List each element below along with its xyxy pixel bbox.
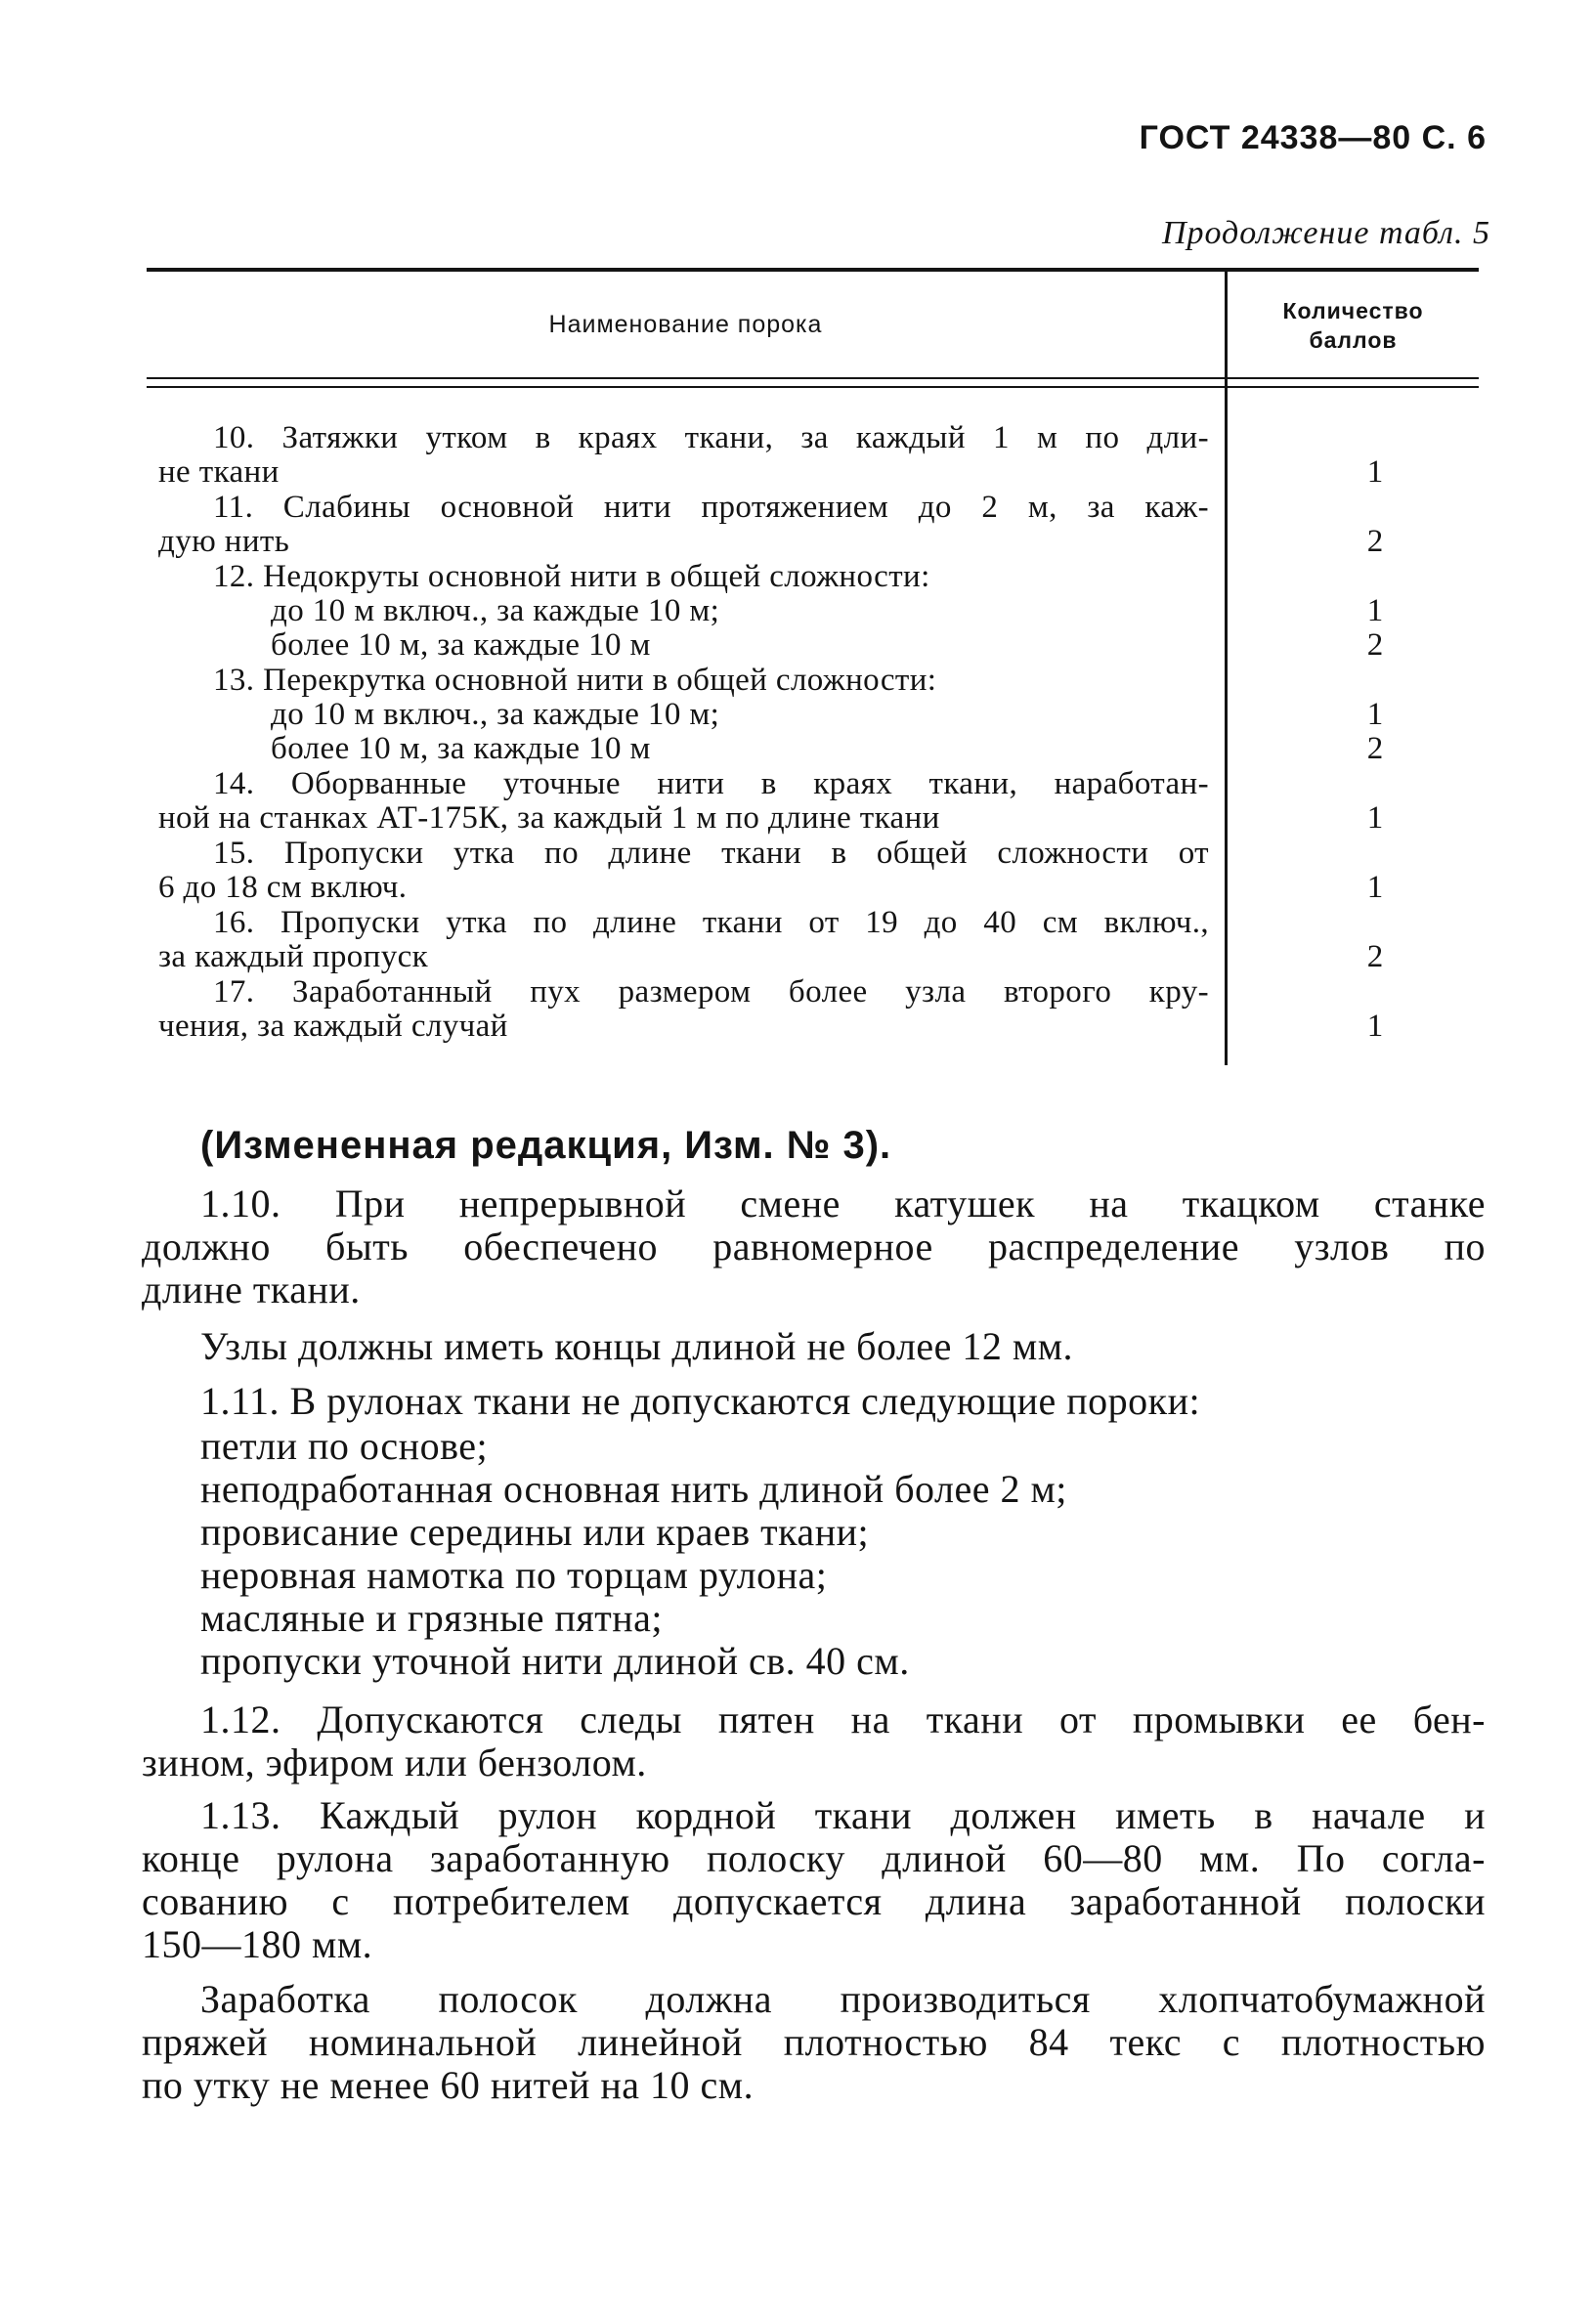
paragraph-line: сованию с потребителем допускается длина заработанной полоски <box>142 1879 1486 1923</box>
paragraph-line: зином, эфиром или бензолом. <box>142 1741 647 1784</box>
defect-line: дую нить <box>158 524 290 559</box>
paragraph-line: 1.11. В рулонах ткани не допускаются следующие пороки: <box>200 1379 1201 1423</box>
defect-score: 1 <box>1366 870 1384 905</box>
paragraph-line: Заработка полосок должна производиться хлопчатобумажной <box>200 1977 1486 2021</box>
defect-score: 1 <box>1366 1009 1384 1044</box>
defect-line: 16. Пропуски утка по длине ткани от 19 до 40 см включ., <box>213 905 1209 940</box>
paragraph-line: 1.12. Допускаются следы пятен на ткани от промывки ее бен- <box>200 1698 1486 1741</box>
list-item: неподработанная основная нить длиной более 2 м; <box>200 1467 1067 1511</box>
defect-line: до 10 м включ., за каждые 10 м; <box>271 593 720 628</box>
defect-description <box>158 421 1209 490</box>
defect-score: 1 <box>1366 697 1384 732</box>
defect-description <box>158 560 1209 663</box>
column-header-points-line2: баллов <box>1309 327 1398 353</box>
list-item: масляные и грязные пятна; <box>200 1596 664 1640</box>
defect-line: 11. Слабины основной нити протяжением до 2 м, за каж- <box>213 490 1209 525</box>
defect-line: более 10 м, за каждые 10 м <box>271 731 651 766</box>
paragraph-1-11 <box>142 1380 1486 1423</box>
paragraph-1-13 <box>142 1794 1486 1966</box>
defect-score: 2 <box>1366 939 1384 974</box>
defect-line: чения, за каждый случай <box>158 1009 508 1044</box>
defect-description <box>158 975 1209 1044</box>
defect-line: 15. Пропуски утка по длине ткани в общей сложности от <box>213 836 1209 871</box>
defect-description <box>158 491 1209 559</box>
table-top-rule <box>147 268 1479 272</box>
paragraph-1-10 <box>142 1182 1486 1311</box>
paragraph-line: длине ткани. <box>142 1268 361 1311</box>
table-header-rule-1 <box>147 377 1479 379</box>
defect-score: 1 <box>1366 454 1384 490</box>
paragraph-line: 150—180 мм. <box>142 1922 373 1966</box>
amendment-note: (Измененная редакция, Изм. № 3). <box>200 1124 892 1167</box>
table-column-divider <box>1225 272 1228 1065</box>
defect-score: 1 <box>1366 593 1384 628</box>
defect-line: до 10 м включ., за каждые 10 м; <box>271 697 720 732</box>
paragraph-1-12 <box>142 1698 1486 1784</box>
defect-description <box>158 906 1209 974</box>
defect-score: 2 <box>1366 627 1384 663</box>
paragraph-line: Узлы должны иметь концы длиной не более 12 мм. <box>200 1324 1074 1368</box>
defect-score: 2 <box>1366 731 1384 766</box>
paragraph-line: 1.13. Каждый рулон кордной ткани должен иметь в начале и <box>200 1793 1486 1837</box>
list-item: пропуски уточной нити длиной св. 40 см. <box>200 1639 910 1683</box>
defect-line: ной на станках АТ-175К, за каждый 1 м по длине ткани <box>158 800 940 836</box>
defect-line: за каждый пропуск <box>158 939 429 974</box>
defect-line: 13. Перекрутка основной нити в общей сложности: <box>213 663 937 698</box>
defect-line: более 10 м, за каждые 10 м <box>271 627 651 663</box>
defect-line: 6 до 18 см включ. <box>158 870 408 905</box>
table-continuation-caption: Продолжение табл. 5 <box>1161 215 1490 251</box>
column-header-defect-name: Наименование порока <box>548 311 823 338</box>
defects-list <box>200 1425 1544 1683</box>
paragraph-line: конце рулона заработанную полоску длиной 60—80 мм. По согла- <box>142 1836 1486 1880</box>
column-header-points-line1: Количество <box>1282 298 1424 323</box>
table-header-rule-2 <box>147 386 1479 388</box>
paragraph-knots <box>142 1325 1486 1368</box>
defect-line: не ткани <box>158 454 280 490</box>
defect-line: 17. Заработанный пух размером более узла второго кру- <box>213 974 1209 1010</box>
defect-line: 12. Недокруты основной нити в общей сложности: <box>213 559 930 594</box>
page-header: ГОСТ 24338—80 С. 6 <box>1139 119 1487 156</box>
defect-line: 10. Затяжки утком в краях ткани, за каждый 1 м по дли- <box>213 420 1209 455</box>
list-item: провисание середины или краев ткани; <box>200 1510 870 1554</box>
paragraph-line: 1.10. При непрерывной смене катушек на ткацком станке <box>200 1182 1486 1225</box>
defect-score: 2 <box>1366 524 1384 559</box>
list-item: неровная намотка по торцам рулона; <box>200 1553 828 1597</box>
paragraph-line: пряжей номинальной линейной плотностью 84 текс с плотностью <box>142 2020 1486 2064</box>
defect-line: 14. Оборванные уточные нити в краях ткани, наработан- <box>213 766 1209 801</box>
list-item: петли по основе; <box>200 1424 489 1468</box>
defect-description <box>158 664 1209 766</box>
defect-description <box>158 767 1209 836</box>
paragraph-line: должно быть обеспечено равномерное распределение узлов по <box>142 1225 1486 1268</box>
defect-score: 1 <box>1366 800 1384 836</box>
paragraph-line: по утку не менее 60 нитей на 10 см. <box>142 2063 755 2107</box>
defect-description <box>158 837 1209 905</box>
paragraph-strips <box>142 1978 1486 2107</box>
column-header-points <box>1228 296 1479 355</box>
